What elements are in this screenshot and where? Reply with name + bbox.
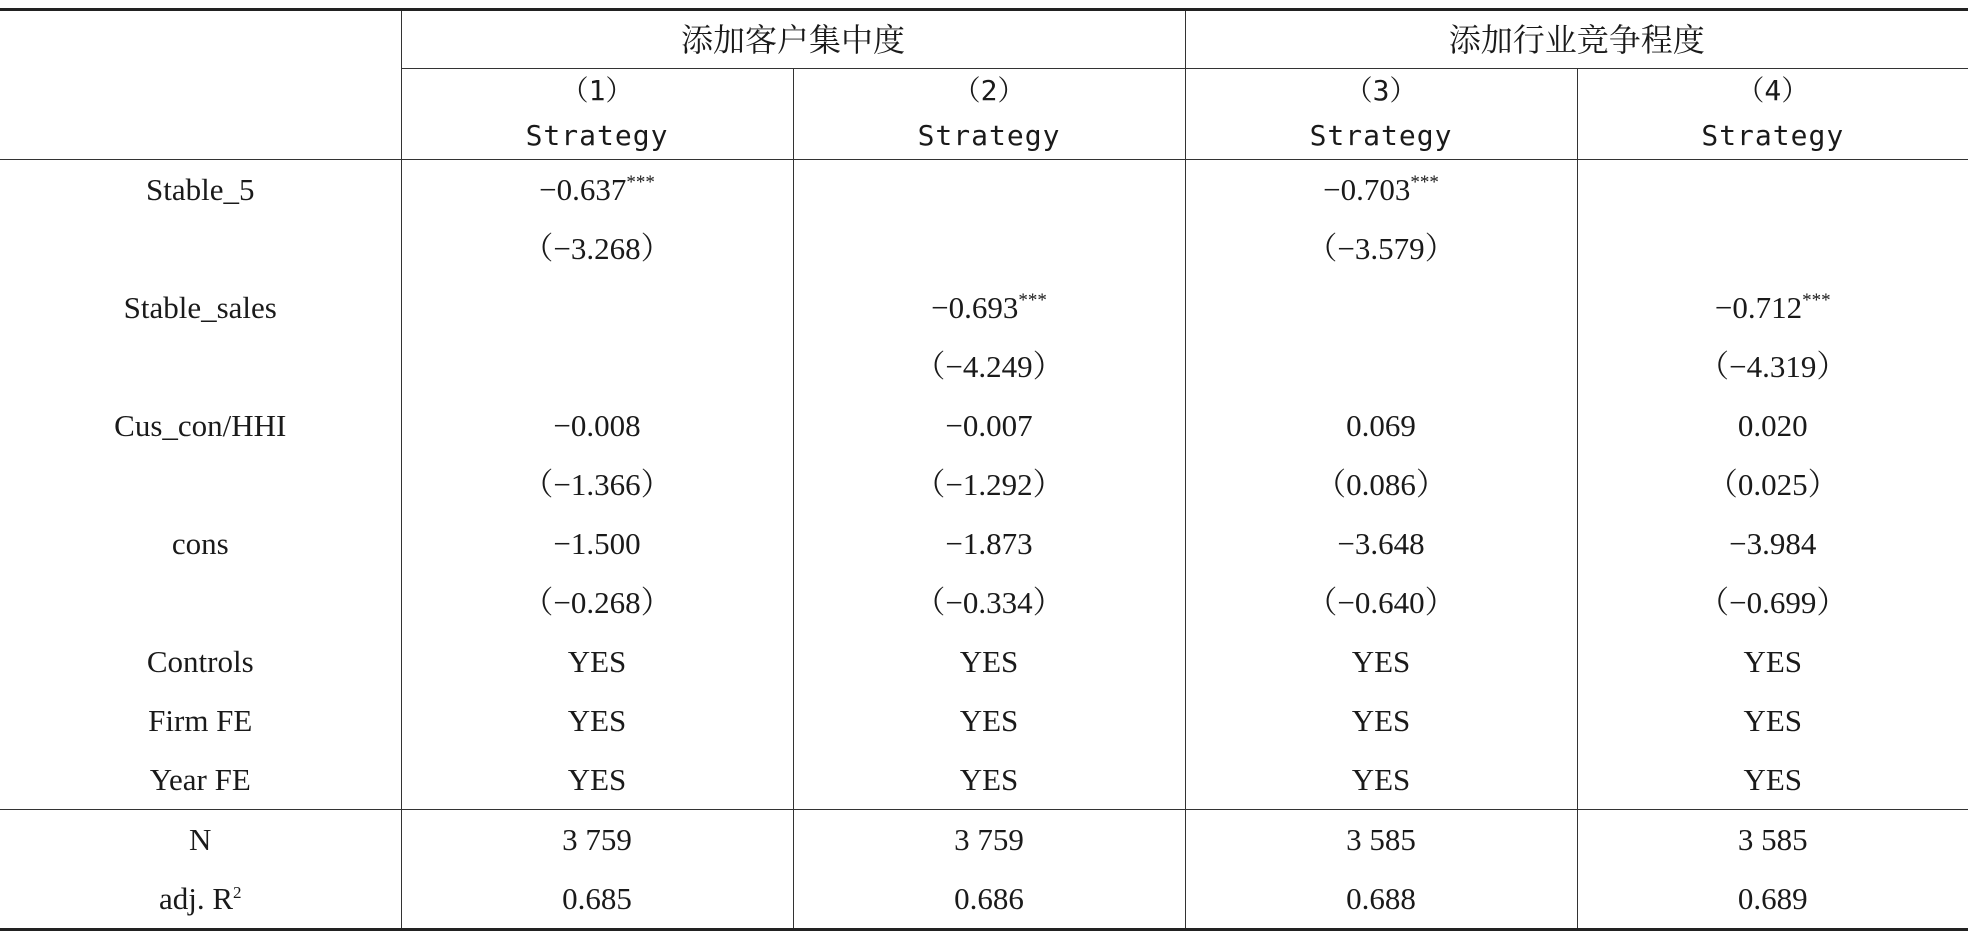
coef-cell <box>793 514 1185 573</box>
coef-cell <box>401 396 793 455</box>
coef-value: −0.637 <box>539 172 627 207</box>
t-stat-cell: （−3.268） <box>401 219 793 278</box>
indicator-cell: YES <box>1185 632 1577 691</box>
coef-value: −0.703 <box>1323 172 1411 207</box>
significance-stars: *** <box>1018 290 1047 311</box>
coef-cell <box>401 514 793 573</box>
coef-value: −0.712 <box>1714 290 1803 325</box>
indicator-cell: YES <box>1185 750 1577 810</box>
coef-cell <box>1577 396 1968 455</box>
row-label: Controls <box>146 644 254 679</box>
significance-stars: *** <box>1410 172 1439 193</box>
indicator-cell: YES <box>793 750 1185 810</box>
t-stat-cell <box>1577 219 1968 278</box>
row-label: Stable_sales <box>123 290 277 325</box>
indicator-cell: YES <box>401 691 793 750</box>
t-stat-cell: （−0.268） <box>401 573 793 632</box>
row-label-empty <box>0 337 401 396</box>
coef-value: −0.008 <box>553 408 641 443</box>
stat-cell: 0.686 <box>793 869 1185 930</box>
indicator-cell: YES <box>401 632 793 691</box>
significance-stars: *** <box>1802 290 1831 311</box>
column-number-4: （4） <box>1577 69 1968 114</box>
indicator-cell: YES <box>793 632 1185 691</box>
coef-value: −0.693 <box>931 290 1019 325</box>
column-number-2: （2） <box>793 69 1185 114</box>
tstat-row-stable-5 <box>0 219 1968 278</box>
coef-cell <box>793 396 1185 455</box>
t-stat-cell <box>793 219 1185 278</box>
indicator-cell: YES <box>1577 632 1968 691</box>
stat-cell: 3 585 <box>1577 810 1968 870</box>
t-stat-cell: （−0.640） <box>1185 573 1577 632</box>
coef-value: −3.984 <box>1729 526 1817 561</box>
coef-cell <box>1185 278 1577 337</box>
coef-cell <box>1577 160 1968 220</box>
coef-cell <box>401 278 793 337</box>
coef-cell <box>793 160 1185 220</box>
coef-cell <box>1185 396 1577 455</box>
dependent-variable-2: Strategy <box>793 113 1185 160</box>
tstat-row-stable-sales <box>0 337 1968 396</box>
row-label: Stable_5 <box>146 172 255 207</box>
coef-value: −3.648 <box>1337 526 1425 561</box>
adj-r2-label: adj. R <box>158 881 234 916</box>
row-label: N <box>0 810 401 870</box>
coef-cell <box>401 160 793 220</box>
coef-value: −1.500 <box>553 526 641 561</box>
adj-r2-superscript: 2 <box>233 883 242 902</box>
row-label-empty <box>0 455 401 514</box>
column-number-3: （3） <box>1185 69 1577 114</box>
stat-cell: 0.688 <box>1185 869 1577 930</box>
row-label: Firm FE <box>148 703 253 738</box>
t-stat-cell: （−0.699） <box>1577 573 1968 632</box>
dependent-variable-3: Strategy <box>1185 113 1577 160</box>
controls-row <box>0 632 1968 691</box>
stat-cell: 0.685 <box>401 869 793 930</box>
t-stat-cell: （−1.292） <box>793 455 1185 514</box>
firm-fe-row <box>0 691 1968 750</box>
year-fe-row <box>0 750 1968 810</box>
row-label: cons <box>171 526 229 561</box>
group-header-industry-competition: 添加行业竞争程度 <box>1185 10 1968 69</box>
t-stat-cell: （−0.334） <box>793 573 1185 632</box>
coef-row-stable-5 <box>0 160 1968 220</box>
coef-value: 0.069 <box>1346 408 1416 443</box>
row-label: Year FE <box>149 762 251 797</box>
dependent-variable-row <box>0 113 1968 160</box>
coef-cell <box>793 278 1185 337</box>
stat-cell: 0.689 <box>1577 869 1968 930</box>
row-label <box>0 869 401 930</box>
coef-cell <box>1577 278 1968 337</box>
t-stat-cell <box>401 337 793 396</box>
dependent-variable-4: Strategy <box>1577 113 1968 160</box>
coef-cell <box>1577 514 1968 573</box>
t-stat-cell: （−1.366） <box>401 455 793 514</box>
coef-cell <box>1185 160 1577 220</box>
row-label-empty <box>0 573 401 632</box>
t-stat-cell: （−4.249） <box>793 337 1185 396</box>
t-stat-cell: （0.025） <box>1577 455 1968 514</box>
dependent-variable-1: Strategy <box>401 113 793 160</box>
group-header-customer-concentration: 添加客户集中度 <box>401 10 1185 69</box>
regression-table <box>0 8 1968 931</box>
stub-header-empty <box>0 10 401 69</box>
coef-row-cons <box>0 514 1968 573</box>
observations-row <box>0 810 1968 870</box>
t-stat-cell: （−4.319） <box>1577 337 1968 396</box>
stat-cell: 3 759 <box>793 810 1185 870</box>
coef-cell <box>1185 514 1577 573</box>
adj-r2-row <box>0 869 1968 930</box>
column-number-row <box>0 69 1968 114</box>
coef-value: −0.007 <box>945 408 1033 443</box>
stub-number-empty <box>0 69 401 114</box>
t-stat-cell <box>1185 337 1577 396</box>
indicator-cell: YES <box>793 691 1185 750</box>
coef-row-cus-con-hhi <box>0 396 1968 455</box>
tstat-row-cus-con-hhi <box>0 455 1968 514</box>
row-label: Cus_con/HHI <box>114 408 287 443</box>
row-label-empty <box>0 219 401 278</box>
coef-value: 0.020 <box>1737 408 1808 443</box>
indicator-cell: YES <box>401 750 793 810</box>
group-header-row <box>0 10 1968 69</box>
coef-row-stable-sales <box>0 278 1968 337</box>
stat-cell: 3 585 <box>1185 810 1577 870</box>
t-stat-cell: （−3.579） <box>1185 219 1577 278</box>
indicator-cell: YES <box>1185 691 1577 750</box>
stat-cell: 3 759 <box>401 810 793 870</box>
indicator-cell: YES <box>1577 750 1968 810</box>
column-number-1: （1） <box>401 69 793 114</box>
coef-value: −1.873 <box>945 526 1033 561</box>
significance-stars: *** <box>626 172 655 193</box>
tstat-row-cons <box>0 573 1968 632</box>
stub-depvar-empty <box>0 113 401 160</box>
indicator-cell: YES <box>1577 691 1968 750</box>
t-stat-cell: （0.086） <box>1185 455 1577 514</box>
